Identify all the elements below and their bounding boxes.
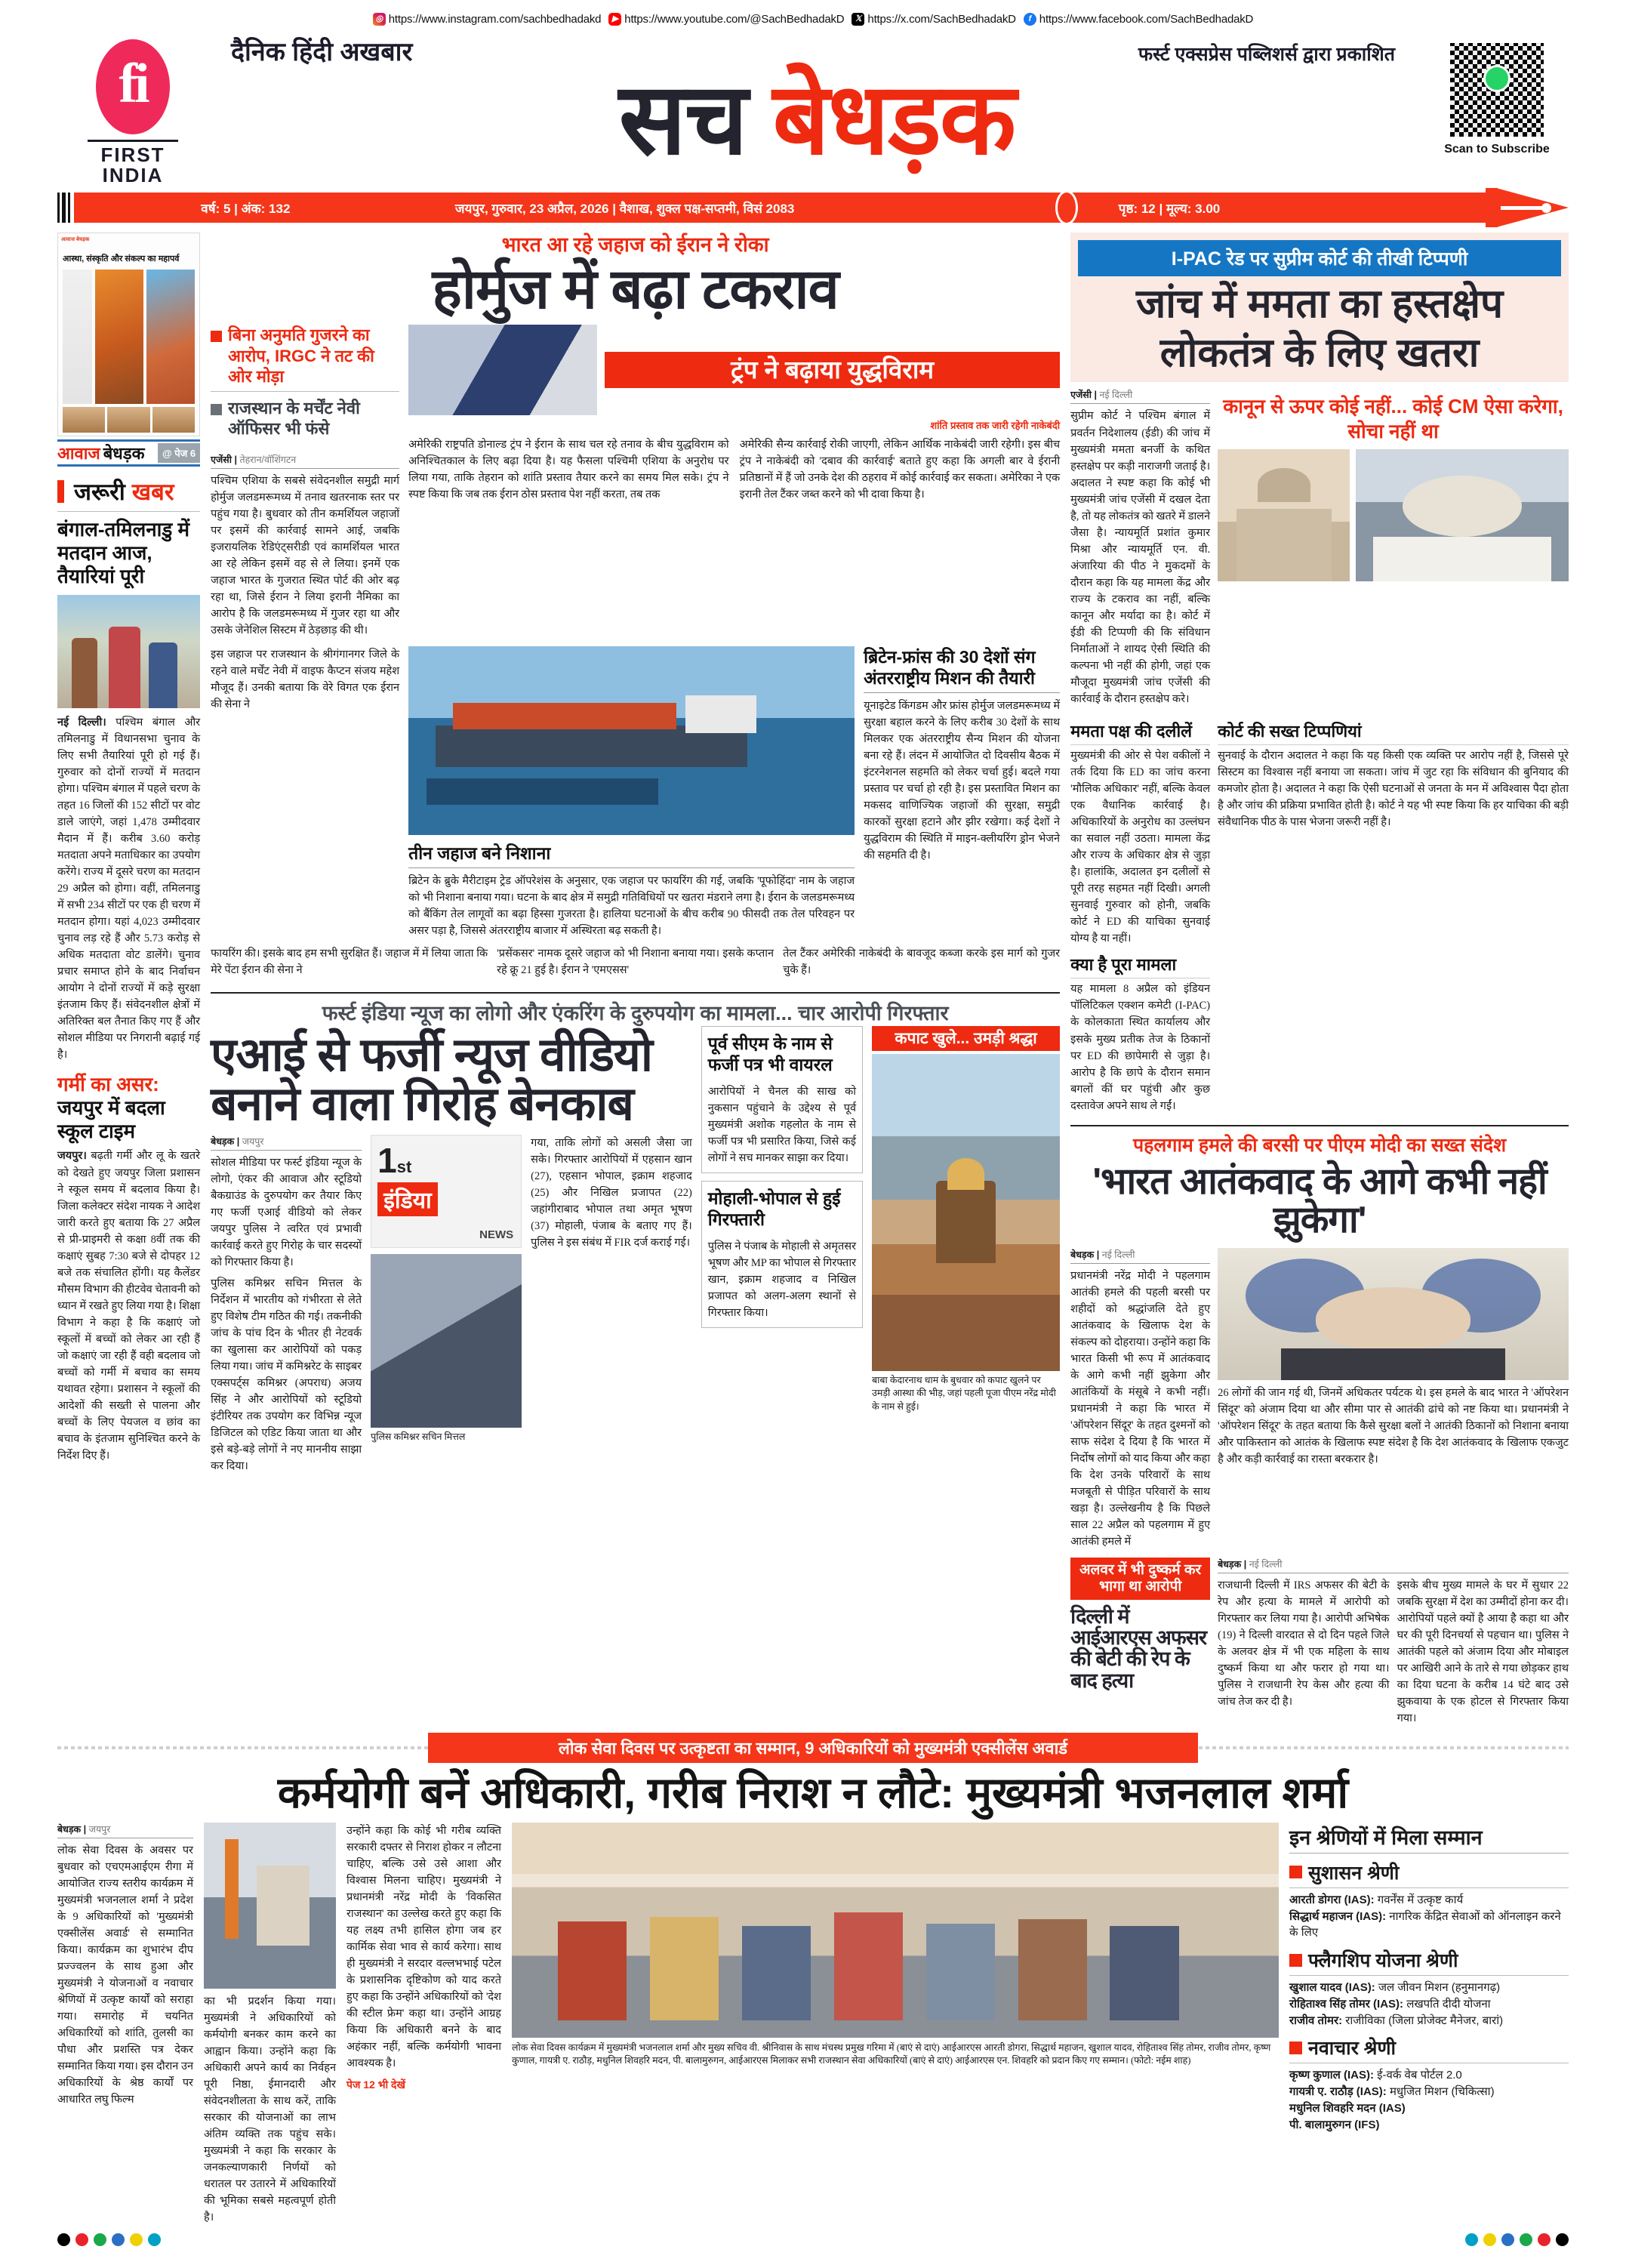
ai-photo-caption: पुलिस कमिश्नर सचिन मित्तल: [371, 1431, 466, 1442]
ai-story-section: [211, 992, 1060, 1475]
social-link-facebook[interactable]: [1024, 13, 1253, 26]
barcode-bars-icon: [57, 193, 70, 223]
c2e3-name: राजीव तोमर:: [1289, 2014, 1343, 2027]
place-and-date: जयपुर, गुरुवार, 23 अप्रैल, 2026 | वैशाख, शुक्ल पक्ष-सप्तमी, विसं 2083: [454, 201, 795, 216]
case-head: क्या है पूरा मामला: [1070, 953, 1210, 978]
cargo-ship-photo: [408, 646, 855, 835]
ai-byline-source: बेधड़क |: [211, 1136, 240, 1147]
c3e3-name: मधुनिल शिवहरि मदन (IAS): [1289, 2101, 1406, 2115]
promo-brand: आवाज बेधड़क: [61, 237, 90, 242]
bottom-byline-source: बेधड़क |: [57, 1823, 87, 1835]
c3e1-desc: ई-वर्क वेब पोर्टल 2.0: [1373, 2069, 1462, 2082]
youtube-icon: ▶: [608, 13, 621, 26]
ai-story-headline[interactable]: एआई से फर्जी न्यूज वीडियो बनाने वाला गिरोह बेनकाब: [211, 1028, 652, 1130]
c2e1-desc: जल जीवन मिशन (हनुमानगढ़): [1375, 1981, 1501, 1994]
social-links-strip: [57, 0, 1569, 26]
c1e1-desc: गवर्नेंस में उत्कृष्ट कार्य: [1374, 1893, 1464, 1906]
promo-bottom-strip: [63, 407, 195, 433]
left-story2-headline[interactable]: जयपुर में बदला स्कूल टाइम: [57, 1096, 165, 1143]
category-2-entry-1: [1289, 1980, 1569, 1996]
c2e3-desc: राजीविका (जिला प्रोजेक्ट मैनेजर, बारां): [1342, 2014, 1504, 2027]
bottom-byline-place: जयपुर: [88, 1823, 111, 1835]
qr-subscribe-block[interactable]: [1425, 29, 1569, 156]
supreme-court-photo: [1218, 449, 1350, 581]
three-ships-body: ब्रिटेन के ब्रुके मैरीटाइम ट्रेड ऑपरेशंस के अनुसार, एक जहाज पर फायरिंग की गई, जबकि 'पूफोहिंदा' नाम के जहाज को भी निशाना बनाया गया। घटना के बाद क्षेत्र में समुद्री गतिविधियों पर खतरा मंडराने लगा है। ईरान के जलडमरूमध्य को बैंकिंग तेल लागूवों का बढ़ा हिस्सा गुजरता है। हालिया घटनाओं के बीच करीब 90 फीसदी तक तेल परिवहन पर असर पड़ा है, जिससे अंतरराष्ट्रीय बाजार में अस्थिरता बढ़ सकती है।: [408, 874, 855, 938]
bottom-banner-text[interactable]: लोक सेवा दिवस पर उत्कृष्टता का सम्मान, 9 अधिकारियों को मुख्यमंत्री एक्सीलेंस अवार्ड: [428, 1733, 1198, 1763]
trump-photo: [408, 325, 597, 415]
category-2-title: फ्लैगशिप योजना श्रेणी: [1308, 1950, 1458, 1971]
alwar-byline-place: नई दिल्ली: [1249, 1559, 1283, 1570]
left-story2-body: [57, 1148, 200, 1464]
ai-byline-place: जयपुर: [242, 1136, 264, 1147]
shanti-subhead: शांति प्रस्ताव तक जारी रहेगी नाकेबंदी: [930, 420, 1061, 432]
x-twitter-icon: 𝕏: [851, 13, 864, 26]
kedarnath-redbar: कपाट खुले... उमड़ी श्रद्धा: [872, 1026, 1060, 1051]
ipac-red-subhead: कानून से ऊपर कोई नहीं... कोई CM ऐसा करेगा, सोचा नहीं था: [1223, 395, 1563, 442]
modi-kicker: पहलगाम हमले की बरसी पर पीएम मोदी का सख्त संदेश: [1132, 1134, 1507, 1156]
trump-headline-bar[interactable]: ट्रंप ने बढ़ाया युद्धविराम: [605, 352, 1060, 388]
category-marker-icon: [1289, 2042, 1302, 2054]
alwar-body: राजधानी दिल्ली में IRS अफसर की बेटी के रेप और हत्या के मामले में आरोपी को गिरफ्तार कर लिया गया है। आरोपी अभिषेक (19) ने दिल्ली वारदात से दो दिन पहले जिले के अलवर क्षेत्र में भी एक महिला के साथ दुष्कर्म किया था और फरार हो गया था। पुलिस ने राजधानी रेप केस और हत्या की जांच तेज कर दी है।: [1218, 1579, 1390, 1709]
awaz-page-ref[interactable]: @ पेज 6: [158, 443, 200, 463]
court-head: कोर्ट की सख्त टिप्पणियां: [1218, 720, 1569, 745]
bottom-award-banner: [57, 1733, 1569, 1763]
promo-thumbnails: [63, 270, 195, 404]
qr-code-icon[interactable]: [1448, 41, 1546, 139]
lead-story-headline[interactable]: होर्मुज में बढ़ा टकराव: [432, 257, 839, 321]
c1e1-name: आरती डोगरा (IAS):: [1289, 1893, 1375, 1906]
registration-dot: [1483, 2233, 1496, 2246]
lead-bullet-2: [211, 398, 399, 439]
registration-dot: [112, 2233, 125, 2246]
alwar-byline-source: बेधड़क |: [1218, 1559, 1247, 1570]
modi-body-2: 26 लोगों की जान गई थी, जिनमें अधिकतर पर्यटक थे। इस हमले के बाद भारत ने 'ऑपरेशन सिंदूर' को अंजाम दिया था और सीमा पार से आतंकी ढांचे को नष्ट किया था। प्रधानमंत्री ने 'ऑपरेशन सिंदूर' के तहत बताया कि कैसे सुरक्षा बलों ने आतंकी ठिकानों को निशाना बनाया और पाकिस्तान को आतंक के खिलाफ स्पष्ट संदेश है कि देश आतंकवाद के खिलाफ एकजुट है और कड़ी कार्रवाई का रास्ता बरकरार है।: [1218, 1386, 1569, 1465]
left-story2-kicker: गर्मी का असर:: [57, 1073, 159, 1096]
awaz-word-1: आवाज: [57, 444, 100, 463]
ipac-byline: [1070, 388, 1210, 404]
category-3-entry-4: [1289, 2117, 1569, 2134]
social-link-youtube[interactable]: [608, 13, 844, 26]
date-strip-body: [74, 193, 1486, 223]
ai-box2-head: मोहाली-भोपाल से हुई गिरफ्तारी: [707, 1188, 841, 1229]
category-1-title: सुशासन श्रेणी: [1308, 1862, 1400, 1884]
c2e2-desc: लखपति दीदी योजना: [1403, 1997, 1491, 2011]
modi-story-section: [1070, 1125, 1569, 1550]
left-story1-text: पश्चिम बंगाल और तमिलनाडु में विधानसभा चुनाव के लिए सभी तैयारियां पूरी हो गई हैं। गुरुवार को दोनों राज्यों में मतदान होगा। पश्चिम बंगाल में पहले चरण के तहत 16 जिलों की 152 सीटों पर वोट डाले जाएंगे, जहां 1,478 उम्मीदवार मैदान में हैं। करीब 3.60 करोड़ मतदाता अपने मताधिकार का उपयोग करेंगे। राज्य में दूसरे चरण का मतदान 29 अप्रैल को होगा। वहीं, तमिलनाडु में सभी 234 सीटों पर एक ही चरण में मतदान होगा। यहां 4,023 उम्मीदवार चुनाव लड़ रहे हैं और 5.73 करोड़ से अधिक मतदाता वोट डालेंगे। चुनाव प्रचार समाप्त होने के बाद निर्वाचन आयोग ने दोनों राज्यों में कड़े सुरक्षा इंतजाम किए हैं। संवेदनशील क्षेत्रों में अतिरिक्त बल तैनात किए गए हैं और सोशल मीडिया पर निगरानी बढ़ाई गई है।: [57, 716, 201, 1062]
registration-dot: [1556, 2233, 1569, 2246]
category-marker-icon: [1289, 1866, 1302, 1878]
category-3-entry-2: [1289, 2084, 1569, 2100]
right-column: [1070, 233, 1569, 1727]
modi-body-3: इसके बीच मुख्य मामले के घर में सुधार 22 जबकि सुरक्षा में देश का उम्मीदों होना कर दी। आरोपियों पहले क्यों है आया है कहा था और घर की पूरी दिनचर्या से पहचान था। पुलिस ने आतंकी पहले को अंजाम दिया और मोबाइल पर आखिरी आने के तारे से गया छोड़कर हाथ का दिया घटना के करीब 14 घंटे बाद उसे झुकवाया के एक होटल से गिरफ्तार किया गया।: [1397, 1579, 1569, 1725]
category-marker-icon: [1289, 1954, 1302, 1967]
bottom-body-3: उन्होंने कहा कि कोई भी गरीब व्यक्ति सरकारी दफ्तर से निराश होकर न लौटना चाहिए, बल्कि उसे उसे आशा और विश्वास मिलना चाहिए। मुख्यमंत्री ने प्रधानमंत्री नरेंद्र मोदी के 'विकसित राजस्थान' का उल्लेख करते हुए कहा कि यह लक्ष्य तभी हासिल होगा जब हर कार्मिक सेवा भाव से कार्य करेगा। साथ ही मुख्यमंत्री ने सरदार वल्लभभाई पटेल के प्रशासनिक दृष्टिकोण को याद करते हुए कहा कि उन्होंने अधिकारियों को 'देश की स्टील फ्रेम' कहा था। उन्होंने आग्रह किया कि अधिकारी बनने के बाद अहंकार नहीं, बल्कि कर्मयोगी भावना आवश्यक है।: [346, 1824, 501, 2070]
divider: [57, 511, 200, 512]
category-3-entry-1: [1289, 2067, 1569, 2084]
award-ceremony-photo: [512, 1823, 1279, 2038]
c3e2-desc: मधुजित मिशन (चिकित्सा): [1386, 2085, 1495, 2098]
bullet-square-icon: [211, 404, 222, 415]
c1e2-name: सिद्धार्थ महाजन (IAS):: [1289, 1909, 1387, 1923]
main-content-grid: [57, 233, 1569, 1727]
bottom-body-1: लोक सेवा दिवस के अवसर पर बुधवार को एचएमआईएम रीगा में आयोजित राज्य स्तरीय कार्यक्रम में मुख्यमंत्री भजनलाल शर्मा ने प्रदेश के 9 अधिकारियों को 'मुख्यमंत्री एक्सीलेंस अवार्ड' से सम्मानित किया। कार्यक्रम का शुभारंभ दीप प्रज्ज्वलन के साथ हुआ और मुख्यमंत्री ने योजनाओं व नवाचार श्रेणियों में उत्कृष्ट कार्यों को सराहा गया। समारोह में चयनित अधिकारियों को शांति, तुलसी का पौधा और प्रशस्ति पत्र देकर सम्मानित किया गया। इस दौरान उन अधिकारियों के श्रेष्ठ कार्यों पर आधारित लघु फिल्म: [57, 1844, 193, 2106]
court-body: सुनवाई के दौरान अदालत ने कहा कि यह किसी एक व्यक्ति पर आरोप नहीं है, जिससे पूरे सिस्टम का विश्वास नहीं बनाया जा सकता। जांच में जुट रहा कि संविधान की बुनियाद की कमजोर होता है। अदालत ने कहा कि ऐसी घटनाओं से जनता के मन में अविश्वास पैदा होता है और जांच की प्रक्रिया प्रभावित होती है। कोर्ट ने यह भी स्पष्ट किया कि हर याचिका की बड़ी संवैधानिक पीठ के पास भेजना जरूरी नहीं है।: [1218, 750, 1569, 829]
ai-box-1: [701, 1026, 863, 1173]
category-1: [1289, 1860, 1569, 1888]
registration-dot: [1465, 2233, 1478, 2246]
category-2: [1289, 1947, 1569, 1976]
kedarnath-caption: बाबा केदारनाथ धाम के बुधवार को कपाट खुलने पर उमड़ी आस्था की भीड़, जहां पहली पूजा पीएम नरेंद्र मोदी के नाम से हुई।: [872, 1374, 1056, 1412]
mamta-side-body: मुख्यमंत्री की ओर से पेश वकीलों ने तर्क दिया कि ED का जांच करना 'मौलिक अधिकार' नहीं, बल्कि केवल एक वैधानिक कार्रवाई है। अधिकारियों के अनुरोध का उल्लंघन का सवाल नहीं उठता। मामला केंद्र और राज्य के अधिकार क्षेत्र से जुड़ा है। हालांकि, अदालत इन दलीलों से पूरी तरह सहमत नहीं दिखी। अगली सुनवाई गुरुवार को होनी, जबकि कोर्ट ने ED की याचिका सुनवाई योग्य है या नहीं।: [1070, 750, 1211, 945]
left-story1-dateline: नई दिल्ली।: [57, 716, 106, 729]
category-2-entry-3: [1289, 2013, 1569, 2029]
ai-box1-head: पूर्व सीएम के नाम से फर्जी पत्र भी वायरल: [707, 1033, 833, 1074]
instagram-icon: ◎: [373, 13, 386, 26]
c1e2-desc: नागरिक केंद्रित सेवाओं को ऑनलाइन करने के लिए: [1289, 1909, 1561, 1940]
logo-brand-name: [100, 145, 165, 186]
issue-volume: वर्ष: 5 | अंक: 132: [201, 201, 291, 216]
bottom-story-grid: [57, 1823, 1569, 2226]
registration-dot: [148, 2233, 161, 2246]
registration-dot: [75, 2233, 88, 2246]
three-ships-head[interactable]: तीन जहाज बने निशाना: [408, 843, 855, 868]
lead-story-bullets: [211, 325, 399, 639]
ai-body-1: सोशल मीडिया पर फर्स्ट इंडिया न्यूज के लोगो, एंकर की आवाज और स्टूडियो बैकग्राउंड के दुरुपयोग कर तैयार किए गए फर्जी एआई वीडियो को लेकर जयपुर पुलिस ने त्वरित एवं प्रभावी कार्रवाई करते हुए गिरोह के चार सदस्यों को गिरफ्तार किया है।: [211, 1156, 362, 1268]
lead-story-body: पश्चिम एशिया के सबसे संवेदनशील समुद्री मार्ग होर्मुज जलडमरूमध्य में तनाव खतरनाक स्तर पर पहुंच गया है। बुधवार को तीन कमर्शियल जहाजों पर इसमें की कार्रवाई सामने आई, जबकि इजरायलिक रेडिएंट्सरीडी एवं कामर्शियल भारत आ रहे लेकिन इसमें वह से ले लिया। इनमें एक जहाज भारत के गुजरात स्थित पोर्ट की ओर बढ़ रहा था, जिसे ईरान ने लिया इरानी नैमिका का आरोप है कि जलडमरूमध्य में गुजर रहा था और उसके जेनेशिल सिस्टम में ठेड़छाड़ की थी।: [211, 474, 400, 636]
ipac-body: सुप्रीम कोर्ट ने पश्चिम बंगाल में प्रवर्तन निदेशालय (ईडी) की जांच में मुख्यमंत्री ममता बनर्जी के कथित हस्तक्षेप पर कड़ी नाराजगी जताई है। अदालत ने स्पष्ट कहा कि कोई भी मुख्यमंत्री जांच एजेंसी में दखल देता है, तो यह लोकतंत्र को खतरे में डालने जैसा है। न्यायमूर्ति प्रशांत कुमार मिश्रा और न्यायमूर्ति एन. वी. अंजारिया की पीठ ने मुकदमों के दौरान कहा कि यह मामला केंद्र और राज्य के टकराव का नहीं, बल्कि कानून और मर्यादा का है। कोर्ट में ईडी की टिप्पणी की कि संविधान निर्माताओं ने शायद ऐसी स्थिति की कल्पना भी नहीं की होगी, जहां एक मौजूदा मुख्यमंत्री जांच एजेंसी की कार्रवाई के दौरान हस्तक्षेप करे।: [1070, 410, 1211, 705]
facebook-url: https://www.facebook.com/SachBedhadakD: [1039, 12, 1254, 26]
kedarnath-block: [872, 1026, 1060, 1475]
category-3-entry-3: [1289, 2100, 1569, 2117]
category-3: [1289, 2035, 1569, 2063]
logo-divider: [88, 140, 178, 142]
qr-caption: Scan to Subscribe: [1444, 143, 1550, 156]
award-photo-caption: लोक सेवा दिवस कार्यक्रम में मुख्यमंत्री भजनलाल शर्मा और मुख्य सचिव वी. श्रीनिवास के साथ मंचस्थ प्रमुख गरिमा में (बाएं से दाएं) आईआरएस आरती डोगरा, सिद्धार्थ महाजन, खुशाल यादव, रोहिताश्व सिंह तोमर, राजीव तोमर, कृष्ण कुणाल, गायत्री ए. राठौड़, मधुनिल शिवहरि मदन, पी. बालामुरुगन, आईआरएस मिलाकर सभी राजस्थान सेवा अधिकारियों (बाएं से दाएं) आईआरएस एन. शिवहरि को प्रदान किए गए सम्मान। (फोटो: नईम शाह): [512, 2042, 1271, 2066]
ai-byline: [211, 1135, 362, 1151]
bottom-more-ref[interactable]: पेज 12 भी देखें: [346, 2078, 405, 2091]
registration-dot: [57, 2233, 70, 2246]
title-word-bedhadak: बेधड़क: [772, 63, 1015, 174]
modi-body-1: प्रधानमंत्री नरेंद्र मोदी ने पहलगाम आतंकी हमले की पहली बरसी पर शहीदों को श्रद्धांजलि देते हुए आतंकवाद के खिलाफ देश के संकल्प को दोहराया। उन्होंने कहा कि भारत किसी भी रूप में आतंकवाद के आगे कभी नहीं झुकेगा और आतंकियों के मंसूबे ने कभी नहीं। प्रधानमंत्री ने कहा कि भारत में 'ऑपरेशन सिंदूर' के तहत दुश्मनों को साफ संदेश दे दिया है कि भारत में निर्दोष लोगों को याद किया और कहा कि देश उनके परिवारों के साथ मजबूती से पीड़ित परिवारों के साथ खड़ा है। उल्लेखनीय है कि पिछले साल 22 अप्रैल को पहलगाम में हुए आतंकी हमले में: [1070, 1269, 1211, 1548]
social-link-x[interactable]: [851, 13, 1015, 26]
left-story1-headline[interactable]: बंगाल-तमिलनाडु में मतदान आज, तैयारियां पूरी: [57, 518, 190, 588]
registration-dot: [1501, 2233, 1514, 2246]
pages-and-price: पृष्ठ: 12 | मूल्य: 3.00: [1118, 201, 1221, 216]
c3e1-name: कृष्ण कुणाल (IAS):: [1289, 2069, 1374, 2082]
logo-mark-text: fi: [119, 53, 147, 115]
ships-body2: फायरिंग की। इसके बाद हम सभी सुरक्षित हैं। जहाज में में लिया जाता कि मेरे पेंटा ईरान की सेना ने: [211, 948, 488, 977]
social-link-instagram[interactable]: [373, 13, 602, 26]
awaz-word-2: बेधड़क: [103, 444, 145, 463]
mamata-banerjee-photo: [1356, 449, 1569, 581]
footer-dots-left: [57, 2233, 161, 2246]
bottom-byline: [57, 1823, 193, 1838]
lead-story-kicker: भारत आ रहे जहाज को ईरान ने रोका: [501, 233, 769, 256]
date-strip: [57, 190, 1569, 225]
lead-byline-source: एजेंसी |: [211, 454, 237, 465]
ipac-section: [1070, 233, 1569, 382]
left-story2-text: बढ़ती गर्मी और लू के खतरे को देखते हुए जयपुर जिला प्रशासन ने स्कूल समय में बदलाव किया है। जिला कलेक्टर संदेश नायक ने आदेश जारी करते हुए बताया कि 27 अप्रैल से प्री-प्राइमरी से कक्षा 8वीं तक की कक्षाएं सुबह 7:30 बजे से दोपहर 12 बजे तक संचालित होंगी। यह कैलेंडर मौसम विभाग की हीटवेव चेतावनी को ध्यान में रखते हुए लिया गया है। शिक्षा विभाग ने कहा है कि कक्षाएं जो स्कूलों में बच्चों को लेकर आ रही हैं जो कक्षाएं जा रही हैं वही बदलाव जो बच्चों को गर्मी में बचाव का समय यथावत रहेगा। प्रशासन ने स्कूलों की आदेशों की सख्ती से पालना और बच्चों के लिए पेयजल व छांव का बचाव के इंतजाम सुनिश्चित करने के निर्देश दिए हैं।: [57, 1150, 201, 1462]
bullet-square-icon: [211, 331, 222, 342]
britain-head[interactable]: ब्रिटेन-फ्रांस की 30 देशों संग अंतरराष्ट्रीय मिशन की तैयारी: [864, 646, 1060, 693]
facebook-icon: f: [1024, 13, 1036, 26]
registration-dot: [1520, 2233, 1532, 2246]
first-india-logo-icon: [96, 39, 170, 134]
ai-box2-body: पुलिस ने पंजाब के मोहाली से अमृतसर भूषण और MP का भोपाल से गिरफ्तार खान, इक्राम शहजाद व निखिल प्रजापत को अलग-अलग स्थानों से गिरफ्तार किया।: [707, 1240, 857, 1319]
modi-byline-source: बेधड़क |: [1070, 1249, 1100, 1260]
bottom-headline[interactable]: कर्मयोगी बनें अधिकारी, गरीब निराश न लौटे: मुख्यमंत्री भजनलाल शर्मा: [277, 1769, 1349, 1818]
masthead-title-block: [208, 29, 1425, 174]
pm-modi-photo: [1218, 1248, 1569, 1380]
logo-line-first: FIRST: [100, 143, 165, 166]
lead-bullet-2-text: राजस्थान के मर्चेंट नेवी ऑफिसर भी फंसे: [228, 398, 360, 439]
modi-byline: [1070, 1248, 1210, 1264]
ipac-bluebar[interactable]: I-PAC रेड पर सुप्रीम कोर्ट की तीखी टिप्पणी: [1078, 240, 1561, 276]
middle-column: [211, 233, 1060, 1727]
first-india-news-logo-photo: 1st इंडिया NEWS: [371, 1135, 522, 1248]
lead-story-body2: इस जहाज पर राजस्थान के श्रीगंगानगर जिले के रहने वाले मर्चेंट नेवी में वाइफ कैप्टन संजय महेश मौजूद हैं। उनकी बताया कि वेरे विगत एक ईरान की सेना ने: [211, 648, 400, 710]
ships-body3: 'प्रसेंकसर' नामक दूसरे जहाज को भी निशाना बनाया गया। इसके कप्तान रहे क्रू 21 हुई है। ईरान ने 'एमएसस': [497, 948, 775, 977]
registration-dot: [130, 2233, 143, 2246]
modi-byline-place: नई दिल्ली: [1101, 1249, 1135, 1260]
registration-dot: [1538, 2233, 1551, 2246]
c2e1-name: खुशाल यादव (IAS):: [1289, 1981, 1375, 1994]
bottom-body-2: का भी प्रदर्शन किया गया। मुख्यमंत्री ने अधिकारियों को कर्मयोगी बनकर काम करने का आह्वान किया। उन्होंने कहा कि अधिकारी अपने कार्य का निर्वहन पूरी निष्ठा, ईमानदारी और संवेदनशीलता के साथ करें, ताकि सरकार की योजनाओं का लाभ अंतिम व्यक्ति तक पहुंच सके। मुख्यमंत्री ने कहा कि सरकार के जनकल्याणकारी निर्णयों को धरातल पर उतारने में अधिकारियों की भूमिका सबसे महत्वपूर्ण होती है।: [204, 1995, 336, 2224]
ipac-byline-place: नई दिल्ली: [1099, 390, 1133, 401]
trump-body-col1: अमेरिकी राष्ट्रपति डोनाल्ड ट्रंप ने ईरान के साथ चल रहे तनाव के बीच युद्धविराम को अनिश्चितकाल के लिए बढ़ा दिया है। यह फैसला पश्चिमी एशिया के अनुरोध पर लिया गया, ताकि तेहरान को शांति प्रस्ताव तैयार करने का समय मिल सके। ट्रंप ने स्पष्ट किया कि जब तक ईरान ठोस प्रस्ताव पेश नहीं करता, तब तक: [408, 439, 729, 501]
ai-box1-body: आरोपियों ने चैनल की साख को नुकसान पहुंचाने के उद्देश्य से पूर्व मुख्यमंत्री अशोक गहलोत के नाम से फर्जी पत्र भी प्रसारित किया, जिसे कई लोगों ने सच मानकर साझा कर दिया।: [707, 1085, 857, 1164]
alwar-headline[interactable]: दिल्ली में आईआरएस अफसर की बेटी की रेप के बाद हत्या: [1070, 1604, 1207, 1692]
lead-bullet-1: [211, 325, 399, 387]
category-1-entry-1: [1289, 1892, 1569, 1909]
masthead: [57, 26, 1569, 187]
footer-dots-right: [1465, 2233, 1569, 2246]
categories-head: इन श्रेणियों में मिला सम्मान: [1289, 1823, 1569, 1854]
ipac-headline-line1[interactable]: जांच में ममता का हस्तक्षेप: [1135, 282, 1504, 326]
ai-body-2: पुलिस कमिश्नर सचिन मित्तल के निर्देशन में भारतीय को गंभीरता से लेते हुए विशेष टीम गठित की गई। तकनीकी जांच के पांच दिन के भीतर ही नेटवर्क का खुलासा कर आरोपियों को पकड़ लिया गया। जांच में कमिश्नरेट के साइबर एक्सपर्ट्स कमिश्नर (अपराध) अजय सिंह ने और आरोपियों को स्टूडियो इंटीरियर तक उपयोग कर विभिन्न न्यूज डिजिटल को एडिट किया जाता था और इसे बड़े-बड़े लोगों ने नए माननीय साझा कर दिया।: [211, 1277, 362, 1473]
ai-story-kicker: फर्स्ट इंडिया न्यूज का लोगो और एंकरिंग के दुरुपयोग का मामला... चार आरोपी गिरफ्तार: [322, 1002, 949, 1025]
c3e2-name: गायत्री ए. राठौड़ (IAS):: [1289, 2085, 1387, 2098]
pen-nib-icon: [1486, 190, 1569, 225]
promo-headline: आस्था, संस्कृति और संकल्प का महापर्व: [63, 254, 180, 263]
mamta-side-head: ममता पक्ष की दलीलें: [1070, 720, 1210, 745]
newspaper-title: [208, 63, 1425, 174]
publisher-logo[interactable]: [57, 29, 208, 186]
youtube-url: https://www.youtube.com/@SachBedhadakD: [624, 12, 845, 26]
category-2-entry-2: [1289, 1996, 1569, 2013]
footer-registration-marks: [57, 2226, 1569, 2246]
case-body: यह मामला 8 अप्रैल को इंडियन पॉलिटिकल एक्शन कमेटी (I-PAC) के कोलकाता स्थित कार्यालय और इसके मुख्य प्रतीक तेज के ठिकानों पर ED की छापेमारी से जुड़ा है। आरोप है कि छापे के दौरान समान बगलों कीं घर पहुंची और कुछ दस्तावेज अपने साथ ले गईं।: [1070, 983, 1211, 1112]
alwar-byline: [1218, 1558, 1569, 1573]
lead-bullet-1-text: बिना अनुमति गुजरने का आरोप, IRGC ने तट की ओर मोड़ा: [228, 325, 374, 387]
kedarnath-temple-photo: [872, 1054, 1060, 1371]
x-url: https://x.com/SachBedhadakD: [867, 12, 1016, 26]
ai-body-3: गया, ताकि लोगों को असली जैसा जा सके। गिरफ्तार आरोपियों में एहसान खान (27), एहसान भोपाल, इक्राम शहजाद (25) और निखिल प्रजापत (22) जहांगीराबाद भोपाल तथा अमृत भूषण (37) मोहाली, पंजाब के बताए गए हैं। पुलिस ने इस संबंध में FIR दर्ज कराई गई।: [531, 1136, 692, 1249]
ipac-byline-source: एजेंसी |: [1070, 390, 1097, 401]
ipac-headline-line2[interactable]: लोकतंत्र के लिए खतरा: [1159, 331, 1480, 376]
left-story2-dateline: जयपुर।: [57, 1150, 87, 1163]
logo-line-india: INDIA: [102, 164, 164, 187]
modi-headline[interactable]: 'भारत आतंकवाद के आगे कभी नहीं झुकेगा': [1092, 1160, 1547, 1241]
masthead-tagline-left: दैनिक हिंदी अखबार: [231, 38, 413, 66]
c3e4-name: पी. बालामुरुगन (IFS): [1289, 2118, 1380, 2131]
left-story1-body: [57, 714, 200, 1064]
awaz-bedhadak-bar[interactable]: [57, 439, 200, 467]
section-marker-icon: [57, 480, 67, 503]
section-title-part2: खबर: [131, 479, 174, 505]
cm-lamp-photo: [204, 1823, 336, 1989]
c2e2-name: रोहिताश्व सिंह तोमर (IAS):: [1289, 1997, 1404, 2011]
trump-body-col2: अमेरिकी सैन्य कार्रवाई रोकी जाएगी, लेकिन आर्थिक नाकेबंदी जारी रहेगी। इस बीच ट्रंप ने नाकेबंदी को 'दबाव की कार्रवाई' बताते हुए कहा कि अगली बार वे ईरानी प्रतिष्ठानों में हैं जो उनके देश की ठहराव में कोई कार्रवाई कर सकता। अमेरिका ने एक इरानी तेल टैंकर जब्त करने को भी दावा किया है।: [739, 439, 1061, 501]
police-commissioner-photo: [371, 1254, 522, 1428]
lead-byline: [211, 453, 399, 469]
title-word-sach: सच: [618, 63, 747, 174]
left-column: [57, 233, 200, 1727]
promo-page-thumbnail[interactable]: [57, 233, 200, 436]
ships-body4: तेल टैंकर अमेरिकी नाकेबंदी के बावजूद कब्जा करके इस मार्ग को गुजर चुके हैं।: [783, 948, 1061, 977]
left-story1-photo: [57, 595, 200, 708]
category-1-entry-2: [1289, 1909, 1569, 1942]
britain-body: यूनाइटेड किंगडम और फ्रांस होर्मुज जलडमरूमध्य में सुरक्षा बहाल करने के लिए करीब 30 देशों के साथ मिलकर एक अंतरराष्ट्रीय सैन्य मिशन की योजना बना रहे हैं। लंदन में आयोजित दो दिवसीय बैठक में इंटरनेशनल सहमति को लेकर चर्चा हुई। बदले गया प्रस्ताव पर चर्चा हो रही है। इस प्रस्तावित मिशन का मकसद वाणिज्यिक जहाजों की सुरक्षा, समुद्री कारकों सुरक्षा हटाने और झीर रखेगा। कई देशों ने युद्धविराम की स्थिति में माइन-क्लीयरिंग ड्रोन भेजने की सहमति दी है।: [864, 699, 1061, 862]
registration-dot: [94, 2233, 106, 2246]
section-title-part1: जरूरी: [74, 479, 125, 505]
masthead-tagline-right: फर्स्ट एक्सप्रेस पब्लिशर्स द्वारा प्रकाशित: [1138, 44, 1395, 65]
ai-box-2: [701, 1181, 863, 1328]
pen-ring-icon: [1055, 190, 1078, 225]
award-categories-panel: [1289, 1823, 1569, 2226]
instagram-url: https://www.instagram.com/sachbedhadakd: [388, 12, 602, 26]
category-3-title: नवाचार श्रेणी: [1308, 2038, 1397, 2060]
alwar-redbar: अलवर में भी दुष्कर्म कर भागा था आरोपी: [1070, 1558, 1210, 1600]
lead-byline-place: तेहरान/वॉशिंगटन: [239, 454, 297, 465]
section-header-jaruri-khabar: [57, 476, 200, 507]
